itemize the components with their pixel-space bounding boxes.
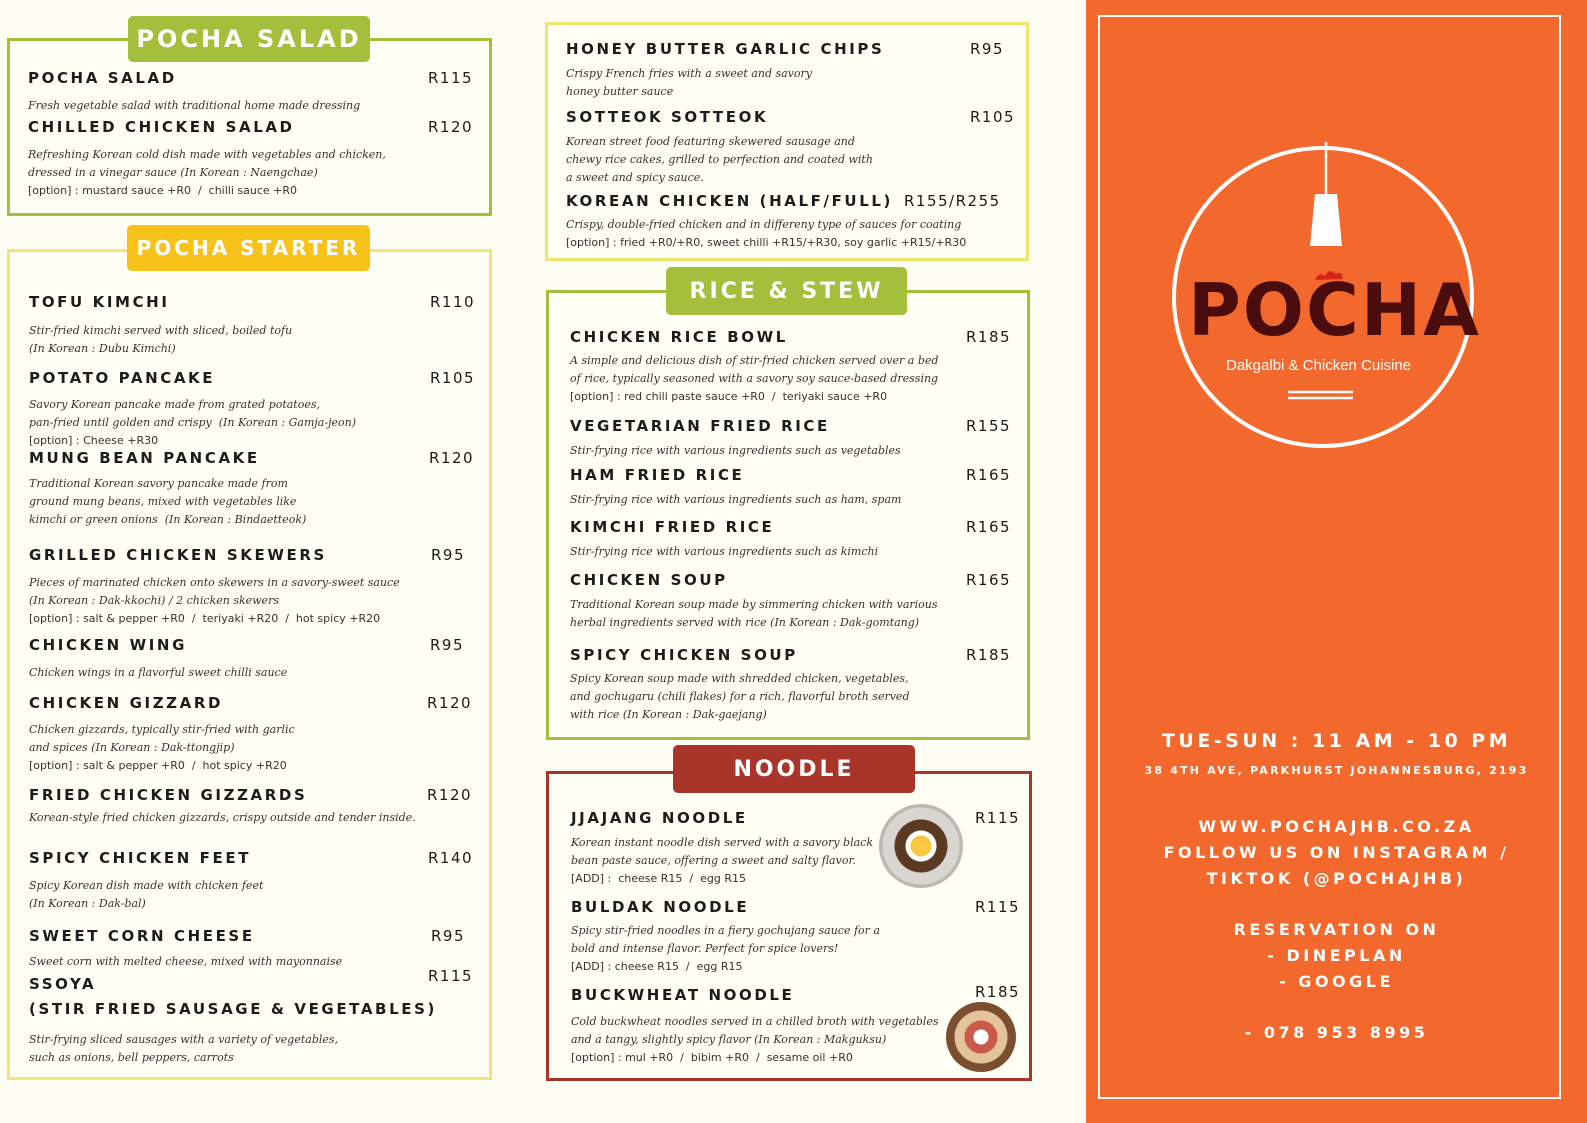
menu-item-price: R105	[970, 108, 1016, 126]
menu-item-description: kimchi or green onions (In Korean : Bindaetteok)	[29, 513, 307, 526]
menu-item-description: Korean instant noodle dish served with a savory black	[571, 836, 873, 849]
menu-item-description: a sweet and spicy sauce.	[566, 171, 704, 184]
menu-item-description: Stir-frying rice with various ingredients such as kimchi	[570, 545, 879, 558]
menu-item-description: ground mung beans, mixed with vegetables like	[29, 495, 297, 508]
buckwheat-noodle-photo	[946, 1002, 1016, 1072]
social-line-1: FOLLOW US ON INSTAGRAM /	[1163, 843, 1510, 862]
pocha-logo: POCHA	[1188, 268, 1481, 352]
menu-item-description: Stir-frying rice with various ingredients such as vegetables	[570, 444, 901, 457]
reservation-dineplan[interactable]: - DINEPLAN	[1267, 946, 1406, 965]
menu-item-name: MUNG BEAN PANCAKE	[29, 449, 260, 467]
menu-item-description: Spicy Korean dish made with chicken feet	[29, 879, 264, 892]
menu-item-description: dressed in a vinegar sauce (In Korean : Naengchae)	[28, 166, 318, 179]
menu-item-price: R95	[431, 927, 466, 945]
menu-item-option: [ADD] : cheese R15 / egg R15	[571, 960, 743, 973]
salad-section-title: POCHA SALAD	[128, 16, 370, 62]
menu-item-price: R115	[975, 809, 1021, 827]
menu-item-name: FRIED CHICKEN GIZZARDS	[29, 786, 308, 804]
menu-item-price: R165	[966, 466, 1012, 484]
menu-item-price: R140	[428, 849, 474, 867]
menu-item-description: Korean-style fried chicken gizzards, crispy outside and tender inside.	[29, 811, 416, 824]
menu-item-description: Chicken gizzards, typically stir-fried with garlic	[29, 723, 295, 736]
menu-item-name: VEGETARIAN FRIED RICE	[570, 417, 830, 435]
menu-item-description: Savory Korean pancake made from grated potatoes,	[29, 398, 321, 411]
menu-item-description: (In Korean : Dubu Kimchi)	[29, 342, 176, 355]
menu-item-name: GRILLED CHICKEN SKEWERS	[29, 546, 327, 564]
lamp-icon	[1310, 194, 1342, 246]
menu-item-option: [option] : salt & pepper +R0 / hot spicy +R20	[29, 759, 287, 772]
menu-item-price: R120	[427, 694, 473, 712]
menu-item-description: Spicy Korean soup made with shredded chicken, vegetables,	[570, 672, 909, 685]
menu-item-option: [option] : Cheese +R30	[29, 434, 159, 447]
menu-item-option: [option] : fried +R0/+R0, sweet chilli +R15/+R30, soy garlic +R15/+R30	[566, 236, 967, 249]
menu-item-description: Sweet corn with melted cheese, mixed with mayonnaise	[29, 955, 343, 968]
reservation-google[interactable]: - GOOGLE	[1279, 972, 1394, 991]
starter-section-title: POCHA STARTER	[127, 225, 370, 271]
menu-item-description: with rice (In Korean : Dak-gaejang)	[570, 708, 767, 721]
menu-item-description: Spicy stir-fried noodles in a fiery gochujang sauce for a	[571, 924, 880, 937]
menu-item-description: chewy rice cakes, grilled to perfection and coated with	[566, 153, 873, 166]
menu-item-description: and spices (In Korean : Dak-ttongjip)	[29, 741, 235, 754]
menu-item-description: bean paste sauce, offering a sweet and salty flavor.	[571, 854, 857, 867]
menu-item-name: HONEY BUTTER GARLIC CHIPS	[566, 40, 885, 58]
menu-item-price: R115	[975, 898, 1021, 916]
menu-item-price: R165	[966, 518, 1012, 536]
menu-item-name: KOREAN CHICKEN (HALF/FULL)	[566, 192, 893, 210]
menu-item-description: such as onions, bell peppers, carrots	[29, 1051, 234, 1064]
menu-item-description: Traditional Korean soup made by simmering chicken with various	[570, 598, 938, 611]
menu-item-option: [option] : salt & pepper +R0 / teriyaki +R20 / hot spicy +R20	[29, 612, 381, 625]
menu-item-description: honey butter sauce	[566, 85, 674, 98]
menu-item-description: pan-fried until golden and crispy (In Korean : Gamja-jeon)	[29, 416, 356, 429]
menu-item-name: SPICY CHICKEN FEET	[29, 849, 252, 867]
reservation-heading: RESERVATION ON	[1233, 920, 1440, 939]
menu-item-description: and a tangy, slightly spicy flavor (In Korean : Makguksu)	[571, 1033, 887, 1046]
opening-hours: TUE-SUN : 11 AM - 10 PM	[1161, 730, 1512, 752]
menu-item-name: CHICKEN SOUP	[570, 571, 728, 589]
menu-item-description: Korean street food featuring skewered sausage and	[566, 135, 855, 148]
menu-item-name: SWEET CORN CHEESE	[29, 927, 255, 945]
menu-item-name: CHILLED CHICKEN SALAD	[28, 118, 295, 136]
menu-item-name-subtitle: (STIR FRIED SAUSAGE & VEGETABLES)	[29, 1000, 437, 1018]
menu-item-price: R120	[429, 449, 475, 467]
menu-item-price: R95	[970, 40, 1005, 58]
menu-item-description: (In Korean : Dak-kkochi) / 2 chicken skewers	[29, 594, 279, 607]
menu-item-name: CHICKEN RICE BOWL	[570, 328, 788, 346]
website-link[interactable]: WWW.POCHAJHB.CO.ZA	[1198, 817, 1475, 836]
menu-item-description: of rice, typically seasoned with a savory soy sauce-based dressing	[570, 372, 939, 385]
menu-item-description: Stir-frying rice with various ingredients such as ham, spam	[570, 493, 902, 506]
menu-item-description: Stir-fried kimchi served with sliced, boiled tofu	[29, 324, 293, 337]
menu-item-description: Traditional Korean savory pancake made from	[29, 477, 288, 490]
social-line-2[interactable]: TIKTOK (@POCHAJHB)	[1206, 869, 1467, 888]
jjajang-noodle-photo	[879, 804, 963, 888]
menu-item-name: BUCKWHEAT NOODLE	[571, 986, 795, 1004]
menu-item-price: R155	[966, 417, 1012, 435]
menu-item-name: POTATO PANCAKE	[29, 369, 216, 387]
menu-item-name: TOFU KIMCHI	[29, 293, 170, 311]
menu-item-option: [option] : mustard sauce +R0 / chilli sauce +R0	[28, 184, 298, 197]
menu-item-description: Pieces of marinated chicken onto skewers in a savory-sweet sauce	[29, 576, 400, 589]
menu-item-name: SOTTEOK SOTTEOK	[566, 108, 769, 126]
menu-item-price: R165	[966, 571, 1012, 589]
menu-item-description: Crispy French fries with a sweet and savory	[566, 67, 812, 80]
menu-item-price: R95	[430, 636, 465, 654]
menu-item-name: BULDAK NOODLE	[571, 898, 750, 916]
menu-item-description: herbal ingredients served with rice (In Korean : Dak-gomtang)	[570, 616, 920, 629]
chopsticks-icon	[1288, 392, 1353, 398]
menu-item-name: HAM FRIED RICE	[570, 466, 745, 484]
phone-number[interactable]: - 078 953 8995	[1244, 1023, 1429, 1042]
menu-item-price: R185	[975, 983, 1021, 1001]
menu-item-description: Cold buckwheat noodles served in a chilled broth with vegetables	[571, 1015, 939, 1028]
menu-item-description: (In Korean : Dak-bal)	[29, 897, 146, 910]
menu-item-description: bold and intense flavor. Perfect for spice lovers!	[571, 942, 839, 955]
menu-item-price: R185	[966, 646, 1012, 664]
noodle-section-title: NOODLE	[673, 745, 915, 793]
menu-item-name: CHICKEN WING	[29, 636, 187, 654]
menu-item-description: and gochugaru (chili flakes) for a rich, flavorful broth served	[570, 690, 910, 703]
menu-item-name: CHICKEN GIZZARD	[29, 694, 224, 712]
menu-item-name: SPICY CHICKEN SOUP	[570, 646, 798, 664]
menu-item-description: Crispy, double-fried chicken and in differeny type of sauces for coating	[566, 218, 962, 231]
menu-item-name: JJAJANG NOODLE	[571, 809, 748, 827]
menu-item-price: R110	[430, 293, 476, 311]
menu-item-description: Refreshing Korean cold dish made with vegetables and chicken,	[28, 148, 386, 161]
menu-item-name: SSOYA	[29, 975, 97, 993]
address: 38 4TH AVE, PARKHURST JOHANNESBURG, 2193	[1144, 764, 1529, 777]
menu-item-description: A simple and delicious dish of stir-fried chicken served over a bed	[570, 354, 939, 367]
menu-item-price: R120	[428, 118, 474, 136]
rice-section-title: RICE & STEW	[666, 267, 907, 315]
menu-item-option: [option] : mul +R0 / bibim +R0 / sesame oil +R0	[571, 1051, 853, 1064]
menu-item-price: R115	[428, 967, 474, 985]
menu-item-option: [option] : red chili paste sauce +R0 / teriyaki sauce +R0	[570, 390, 888, 403]
menu-item-price: R115	[428, 69, 474, 87]
menu-item-price: R155/R255	[904, 192, 1001, 210]
menu-item-price: R105	[430, 369, 476, 387]
menu-item-option: [ADD] : cheese R15 / egg R15	[571, 872, 746, 885]
menu-item-name: KIMCHI FRIED RICE	[570, 518, 775, 536]
menu-item-description: Chicken wings in a flavorful sweet chilli sauce	[29, 666, 288, 679]
menu-item-name: POCHA SALAD	[28, 69, 177, 87]
menu-item-price: R95	[431, 546, 466, 564]
menu-item-description: Fresh vegetable salad with traditional home made dressing	[28, 99, 361, 112]
menu-item-price: R120	[427, 786, 473, 804]
pocha-tagline: Dakgalbi & Chicken Cuisine	[1226, 357, 1412, 374]
menu-item-price: R185	[966, 328, 1012, 346]
menu-item-description: Stir-frying sliced sausages with a variety of vegetables,	[29, 1033, 339, 1046]
